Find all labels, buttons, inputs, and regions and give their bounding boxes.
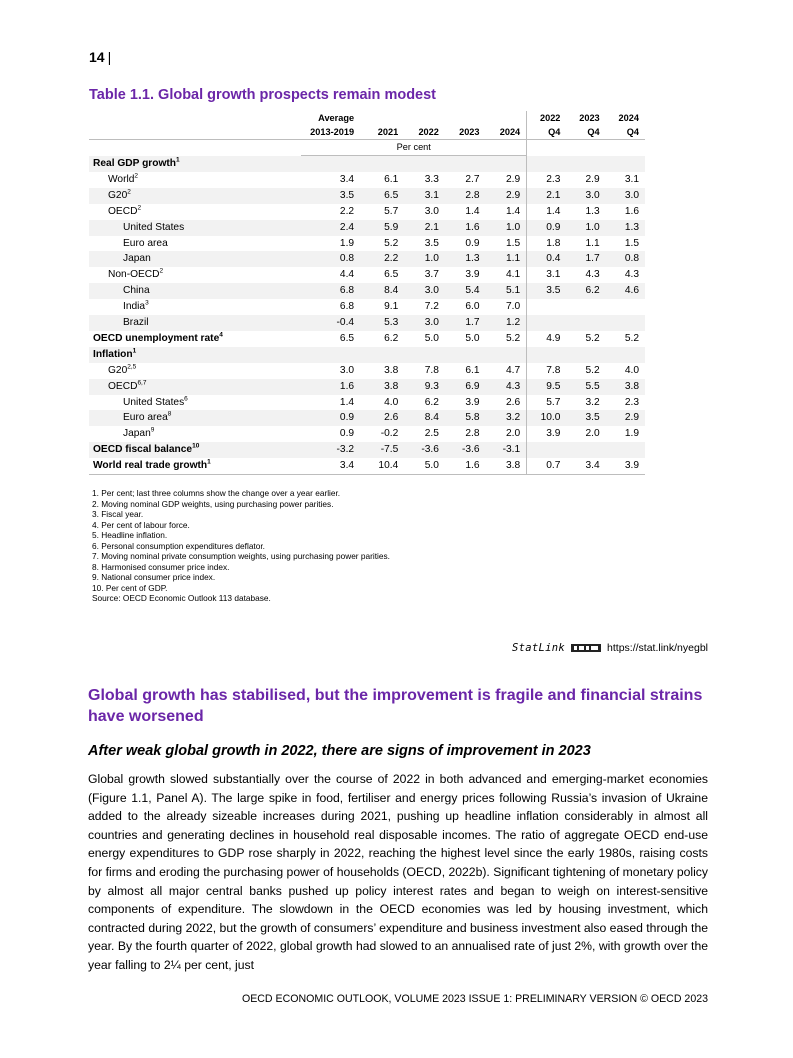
statlink: [512, 642, 708, 654]
table-row: [89, 331, 645, 347]
table-header-row: [89, 111, 645, 125]
row-label: World real trade growth$^1$: [89, 458, 301, 474]
page-number-separator: |: [107, 49, 112, 65]
row-label: Inflation$^1$: [89, 347, 301, 363]
col-header: 2022: [527, 111, 567, 125]
table-row: [89, 347, 645, 363]
row-label: OECD fiscal balance$^{10}$: [89, 442, 301, 458]
table-cell: [566, 442, 605, 458]
table-cell: 2.3: [527, 172, 567, 188]
table-cell: 3.0: [424, 205, 439, 217]
table-cell: -0.4: [301, 315, 357, 331]
col-header: Q4: [606, 125, 645, 140]
table-cell: 2.9: [483, 188, 527, 204]
table-cell: 3.9: [606, 458, 645, 474]
table-cell: 3.5: [566, 410, 605, 426]
table-cell: 3.0: [566, 188, 605, 204]
col-header: 2024: [483, 125, 527, 140]
row-label: United States: [89, 220, 301, 236]
table-cell: -0.2: [380, 428, 399, 440]
note: 7. Moving nominal private consumption weights, using purchasing power parities.: [92, 551, 390, 561]
table-cell: 0.9: [465, 237, 480, 249]
col-header: 2021: [357, 125, 401, 140]
table-row: [89, 251, 645, 267]
col-header: [483, 111, 527, 125]
col-header: Q4: [566, 125, 605, 140]
table-cell: 1.9: [339, 237, 355, 249]
table-cell: 2.5: [424, 428, 439, 440]
table-cell: 6.2: [566, 283, 605, 299]
table-cell: 5.2: [624, 332, 639, 344]
table-cell: 5.1: [483, 283, 527, 299]
table-cell: [483, 347, 527, 363]
table-cell: 2.9: [606, 410, 645, 426]
table-cell: 1.5: [506, 237, 521, 249]
table-cell: 4.9: [527, 331, 567, 347]
table-cell: 5.5: [566, 379, 605, 395]
table-cell: 1.7: [442, 315, 483, 331]
table-cell: 6.5: [357, 188, 401, 204]
table-cell: 6.2: [424, 396, 439, 408]
table-cell: 1.3: [585, 205, 600, 217]
table-notes: [92, 488, 390, 604]
table-cell: [566, 315, 605, 331]
row-label: World$^2$: [108, 172, 139, 185]
table-cell: 3.5: [527, 283, 567, 299]
statlink-brand: StatLink: [512, 642, 566, 654]
source-note: Source: OECD Economic Outlook 113 database.: [92, 593, 271, 603]
row-label: Brazil: [89, 315, 301, 331]
table-cell: 5.7: [384, 205, 399, 217]
page-number-value: 14: [89, 49, 105, 65]
table-cell: 3.9: [465, 269, 480, 281]
table-cell: 1.4: [527, 204, 567, 220]
table-cell: 4.3: [483, 379, 527, 395]
table-cell: 5.2: [585, 332, 600, 344]
table-cell: 1.4: [465, 205, 480, 217]
table-cell: 0.8: [301, 251, 357, 267]
row-label: Japan: [89, 251, 301, 267]
col-header: Average: [318, 113, 355, 123]
note: 10. Per cent of GDP.: [92, 582, 168, 593]
table-cell: 7.0: [506, 301, 521, 313]
table-cell: 3.1: [624, 173, 639, 185]
table-cell: 3.1: [401, 188, 442, 204]
table-row: [89, 410, 645, 426]
row-label: OECD$^2$: [108, 204, 142, 217]
table-cell: 3.9: [465, 396, 480, 408]
table-cell: 2.0: [506, 428, 521, 440]
table-cell: 2.4: [301, 220, 357, 236]
note: 5. Headline inflation.: [92, 530, 168, 540]
table-cell: [301, 347, 357, 363]
table-cell: 5.0: [424, 332, 439, 344]
table-cell: 4.6: [606, 283, 645, 299]
col-header: [401, 111, 442, 125]
row-label: G20$^{2,5}$: [108, 363, 137, 376]
table-cell: 4.0: [624, 364, 639, 376]
table-cell: 0.4: [527, 251, 567, 267]
table-cell: 3.8: [384, 364, 399, 376]
table-cell: 3.4: [339, 173, 355, 185]
table-cell: 7.2: [424, 301, 439, 313]
table-cell: 7.8: [424, 364, 439, 376]
table-cell: 2.7: [465, 173, 480, 185]
col-header: 2013-2019: [301, 125, 357, 140]
table-cell: 3.8: [606, 379, 645, 395]
table-row: [89, 458, 645, 474]
table-cell: 3.9: [527, 426, 567, 442]
col-header: 2024: [618, 113, 639, 123]
table-cell: 2.9: [585, 173, 600, 185]
table-cell: 3.0: [401, 283, 442, 299]
table-header-row: [89, 125, 645, 140]
table-cell: 10.0: [527, 410, 567, 426]
table-cell: 4.4: [339, 269, 355, 281]
table-cell: 6.8: [301, 283, 357, 299]
table-cell: 5.2: [585, 364, 600, 376]
table-cell: 5.7: [527, 395, 567, 411]
table-cell: [606, 315, 645, 331]
row-label: Euro area$^8$: [89, 410, 301, 426]
table-cell: 3.2: [585, 396, 600, 408]
body-paragraph: Global growth slowed substantially over the course of 2022 in both advanced and emerging-market economies (Figure 1.1, Panel A). The large spike in food, fertiliser and energy prices following Russia’s invasion of Ukraine added to the already sizeable increases during 2021, pushing up headline inflation considerably in almost all countries and generating declines in household real disposable incomes. The ratio of aggregate OECD end-use energy expenditures to GDP rose sharply in 2022, reaching the highest level since the early 1980s, raising costs for firms and eroding the purchasing power of households (OECD, 2022b). Significant tightening of monetary policy by almost all major central banks pushed up policy interest rates and began to weigh on interest-sensitive components of expenditure. The slowdown in the OECD economies was led by housing investment, which contracted during 2022, but the growth of consumers’ expenditure and business investment also eased through the year. By the fourth quarter of 2022, global growth had slowed to an annualised rate of just 2%, with growth over the year falling to 2¼ per cent, just: [88, 772, 708, 972]
note: 9. National consumer price index.: [92, 572, 216, 582]
table-cell: 3.8: [483, 458, 527, 474]
unit-row: [89, 140, 645, 156]
col-header: [442, 111, 483, 125]
table-cell: 4.3: [624, 269, 639, 281]
table-row: [89, 299, 645, 315]
table-cell: 8.4: [357, 283, 401, 299]
table-cell: [401, 347, 442, 363]
table-cell: [527, 156, 567, 172]
table-cell: 2.2: [339, 205, 355, 217]
table-cell: 8.4: [401, 410, 442, 426]
table-cell: 4.7: [506, 364, 521, 376]
table-cell: 0.8: [606, 251, 645, 267]
table-cell: 3.0: [339, 364, 355, 376]
table-cell: [401, 156, 442, 172]
row-label: Euro area: [123, 237, 168, 249]
table-cell: [442, 347, 483, 363]
note: 1. Per cent; last three columns show the change over a year earlier.: [92, 488, 341, 498]
table-cell: [527, 315, 567, 331]
table-cell: 4.0: [384, 396, 399, 408]
table-cell: 3.8: [357, 379, 401, 395]
table-cell: [566, 156, 605, 172]
table-cell: 10.4: [357, 458, 401, 474]
table-cell: 6.9: [442, 379, 483, 395]
table-cell: 3.3: [424, 173, 439, 185]
table-cell: 6.1: [465, 364, 480, 376]
table-cell: -3.6: [401, 442, 442, 458]
table-row: [89, 379, 645, 395]
table-row: [89, 267, 645, 283]
table-cell: 0.9: [301, 410, 357, 426]
table-cell: 5.2: [384, 237, 399, 249]
table-cell: 1.6: [301, 379, 357, 395]
table-cell: 0.9: [339, 428, 355, 440]
table-cell: 1.8: [527, 236, 567, 252]
table-cell: [357, 347, 401, 363]
col-header: Q4: [527, 125, 567, 140]
page-footer: OECD ECONOMIC OUTLOOK, VOLUME 2023 ISSUE 1: PRELIMINARY VERSION © OECD 2023: [241, 993, 708, 1005]
table-cell: 6.0: [465, 301, 480, 313]
table-row: [89, 204, 645, 220]
table-row: [89, 220, 645, 236]
table-cell: -3.2: [301, 442, 357, 458]
table-cell: [527, 299, 567, 315]
table-cell: 0.9: [527, 220, 567, 236]
table-cell: [566, 347, 605, 363]
table-row: [89, 156, 645, 172]
col-header: 2023: [442, 125, 483, 140]
table-cell: 1.1: [585, 237, 600, 249]
row-label: United States$^6$: [123, 395, 188, 408]
section-title: Global growth has stabilised, but the improvement is fragile and financial strains have worsened: [88, 687, 703, 725]
row-label: India$^3$: [123, 299, 149, 313]
table-cell: 2.9: [506, 173, 521, 185]
table-cell: [357, 156, 401, 172]
table-cell: 2.6: [506, 396, 521, 408]
table-cell: 3.1: [527, 267, 567, 283]
note: 6. Personal consumption expenditures deflator.: [92, 540, 265, 551]
row-label: OECD$^{6,7}$: [89, 379, 301, 395]
table-cell: 5.3: [357, 315, 401, 331]
table-cell: 2.8: [465, 428, 480, 440]
table-cell: 3.0: [401, 315, 442, 331]
table-cell: 1.4: [339, 396, 355, 408]
table-cell: 2.3: [624, 396, 639, 408]
note: 3. Fiscal year.: [92, 509, 144, 519]
table-cell: 3.2: [483, 410, 527, 426]
table-cell: 9.5: [527, 379, 567, 395]
table-cell: 3.4: [301, 458, 357, 474]
table-cell: 6.2: [384, 332, 399, 344]
table-cell: 6.8: [339, 301, 355, 313]
table-cell: 1.3: [606, 220, 645, 236]
table-cell: 1.6: [442, 458, 483, 474]
table-cell: 5.0: [465, 332, 480, 344]
note: 4. Per cent of labour force.: [92, 519, 190, 530]
row-label: Japan$^9$: [123, 427, 155, 440]
table-cell: [606, 442, 645, 458]
table-cell: 1.0: [566, 220, 605, 236]
table-cell: 3.0: [606, 188, 645, 204]
unit-label: Per cent: [301, 140, 526, 156]
table-cell: 1.3: [442, 251, 483, 267]
table-row: [89, 315, 645, 331]
table-cell: [527, 442, 567, 458]
table-cell: 9.1: [384, 301, 399, 313]
table-cell: 5.2: [506, 332, 521, 344]
table-cell: 3.5: [301, 188, 357, 204]
row-label: Real GDP growth$^1$: [89, 156, 301, 172]
row-label: China: [89, 283, 301, 299]
table-row: [89, 188, 645, 204]
table-cell: 5.4: [442, 283, 483, 299]
table-cell: -3.6: [442, 442, 483, 458]
table-cell: 2.1: [527, 188, 567, 204]
growth-table: [89, 111, 645, 475]
note: 2. Moving nominal GDP weights, using purchasing power parities.: [92, 498, 334, 509]
table-cell: 1.0: [401, 251, 442, 267]
table-cell: [527, 347, 567, 363]
table-cell: [301, 156, 357, 172]
table-cell: 3.5: [424, 237, 439, 249]
table-row: [89, 363, 645, 379]
table-cell: 9.3: [401, 379, 442, 395]
table-row: [89, 426, 645, 442]
table-cell: 1.6: [442, 220, 483, 236]
table-cell: -7.5: [357, 442, 401, 458]
table-row: [89, 283, 645, 299]
statlink-logo-icon: [571, 643, 601, 653]
col-header: 2022: [401, 125, 442, 140]
table-cell: [566, 299, 605, 315]
col-header: 2023: [579, 113, 600, 123]
note: 8. Harmonised consumer price index.: [92, 561, 230, 572]
table-cell: 1.6: [624, 205, 639, 217]
row-label: $G20^2$: [89, 188, 301, 204]
table-row: [89, 395, 645, 411]
table-cell: 6.5: [339, 332, 355, 344]
table-row: [89, 172, 645, 188]
table-cell: 2.8: [442, 188, 483, 204]
table-cell: 1.7: [566, 251, 605, 267]
table-cell: 5.8: [442, 410, 483, 426]
table-cell: [442, 156, 483, 172]
table-cell: -3.1: [483, 442, 527, 458]
table-cell: [606, 156, 645, 172]
table-cell: 1.1: [483, 251, 527, 267]
section-subtitle: After weak global growth in 2022, there are signs of improvement in 2023: [88, 743, 591, 759]
table-cell: 2.2: [357, 251, 401, 267]
row-label: OECD unemployment rate$^4$: [93, 331, 223, 344]
table-cell: 1.5: [624, 237, 639, 249]
statlink-url[interactable]: https://stat.link/nyegbl: [607, 642, 708, 654]
table-cell: 4.1: [506, 269, 521, 281]
row-label: Non-OECD$^2$: [108, 267, 164, 281]
table-cell: 6.5: [384, 269, 399, 281]
table-cell: 4.3: [585, 269, 600, 281]
table-cell: [606, 299, 645, 315]
table-cell: 2.6: [357, 410, 401, 426]
table-cell: 3.7: [424, 269, 439, 281]
table-cell: [606, 347, 645, 363]
table-cell: 7.8: [527, 363, 567, 379]
table-cell: 5.0: [401, 458, 442, 474]
table-cell: 1.2: [483, 315, 527, 331]
table-cell: 1.0: [483, 220, 527, 236]
table-cell: 0.7: [527, 458, 567, 474]
table-cell: 5.9: [357, 220, 401, 236]
table-cell: 6.1: [384, 173, 399, 185]
table-row: [89, 442, 645, 458]
table-cell: 2.0: [585, 428, 600, 440]
table-title: Table 1.1. Global growth prospects remain modest: [89, 87, 437, 103]
table-cell: [483, 156, 527, 172]
table-cell: 1.4: [506, 205, 521, 217]
table-cell: 2.1: [401, 220, 442, 236]
page-number: [89, 49, 111, 65]
table-cell: 3.4: [566, 458, 605, 474]
table-cell: 1.9: [624, 428, 639, 440]
table-row: [89, 236, 645, 252]
col-header: [357, 111, 401, 125]
